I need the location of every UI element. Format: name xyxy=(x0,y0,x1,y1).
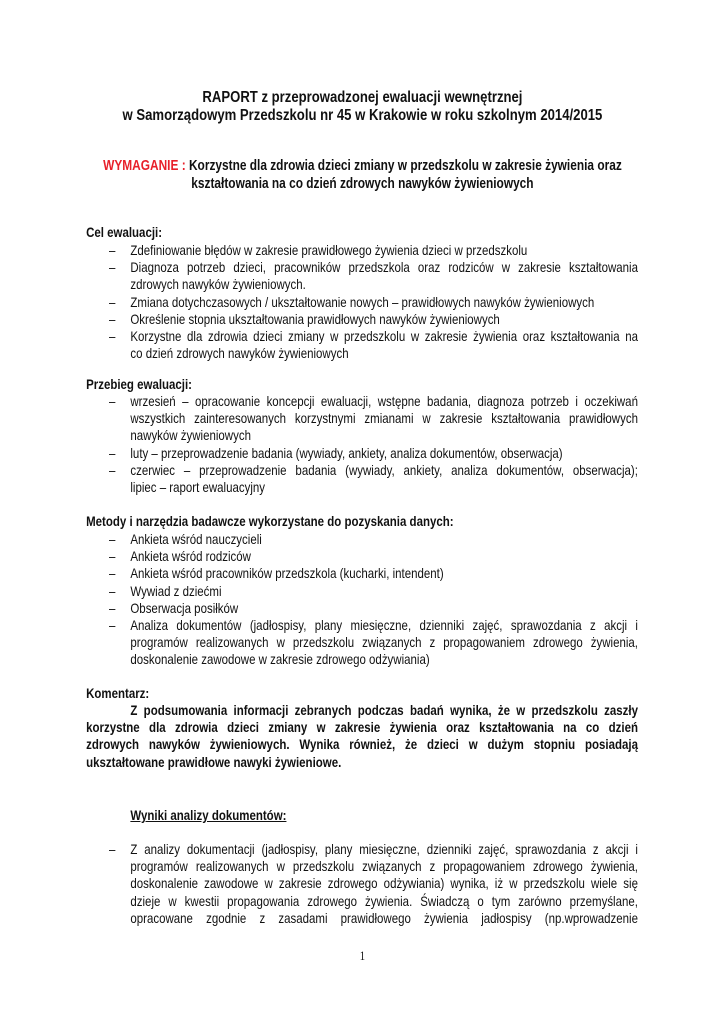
list-item-line: Ankieta wśród nauczycieli xyxy=(130,531,262,547)
dash-bullet: – xyxy=(109,616,116,633)
list-item-line: co dzień zdrowych nawyków żywieniowych xyxy=(130,345,349,362)
list-item-line: wrzesień – opracowanie koncepcji ewaluacji, wstępne badania, diagnoza potrzeb i oczekiwań xyxy=(130,393,638,409)
page-number: 1 xyxy=(359,948,366,963)
dash-bullet: – xyxy=(109,293,116,310)
comment-line: korzystne dla zdrowia dzieci zmiany w zakresie żywienia oraz kształtowania na co dzień xyxy=(86,719,638,736)
list-item xyxy=(109,565,638,582)
dash-bullet: – xyxy=(109,582,116,599)
list-item-line: nawyków żywieniowych xyxy=(130,427,251,444)
course-list xyxy=(109,393,638,496)
list-item xyxy=(109,327,638,362)
list-item-line: zdrowych nawyków żywieniowych. xyxy=(130,276,306,293)
requirement-text: Korzystne dla zdrowia dzieci zmiany w przedszkolu w zakresie żywienia oraz xyxy=(188,158,622,174)
list-item xyxy=(109,616,638,669)
comment-line: Z podsumowania informacji zebranych podczas badań wynika, że w przedszkolu zaszły xyxy=(130,702,638,718)
dash-bullet: – xyxy=(109,444,116,461)
list-item-line: lipiec – raport ewaluacyjny xyxy=(130,478,266,495)
section-heading-course: Przebieg ewaluacji: xyxy=(86,376,193,392)
dash-bullet: – xyxy=(109,393,116,409)
list-item xyxy=(109,293,638,311)
methods-list xyxy=(109,531,638,669)
list-item-line: Z analizy dokumentacji (jadłospisy, plany miesięczne, dzienniki zajęć, sprawozdania z akcji i xyxy=(130,841,638,857)
comment-line: zdrowych nawyków żywieniowych. Wynika również, że dzieci w dużym stopniu posiadają xyxy=(86,736,638,753)
results-list xyxy=(109,841,638,927)
dash-bullet: – xyxy=(109,548,116,565)
dash-bullet: – xyxy=(109,531,116,547)
section-heading-results: Wyniki analizy dokumentów: xyxy=(130,807,287,823)
dash-bullet: – xyxy=(109,327,116,344)
report-title xyxy=(0,89,725,125)
list-item-line: Zdefiniowanie błędów w zakresie prawidłowego żywienia dzieci w przedszkolu xyxy=(130,242,528,258)
list-item-line: Analiza dokumentów (jadłospisy, plany miesięczne, dzienniki zajęć, sprawozdania z akcji i xyxy=(130,616,638,633)
dash-bullet: – xyxy=(109,242,116,258)
list-item xyxy=(109,531,638,548)
requirement-line xyxy=(0,157,725,175)
list-item-line: Wywiad z dziećmi xyxy=(130,582,222,599)
list-item xyxy=(109,599,638,617)
goals-list xyxy=(109,242,638,362)
list-item-line: programów realizowanych w przedszkolu związanych z propagowaniem zdrowego żywienia, xyxy=(130,858,638,875)
dash-bullet: – xyxy=(109,599,116,616)
dash-bullet: – xyxy=(109,310,116,327)
title-line: RAPORT z przeprowadzonej ewaluacji wewnętrznej xyxy=(202,89,523,106)
requirement-line: kształtowania na co dzień zdrowych nawyków żywieniowych xyxy=(191,176,534,192)
list-item-line: Ankieta wśród pracowników przedszkola (kucharki, intendent) xyxy=(130,565,444,582)
list-item-line: opracowane zgodnie z zasadami prawidłowego żywienia jadłospisy (np.wprowadzenie xyxy=(130,909,638,926)
list-item-line: czerwiec – przeprowadzenie badania (wywiady, ankiety, analiza dokumentów, obserwacja); xyxy=(130,461,638,478)
list-item xyxy=(109,582,638,600)
list-item xyxy=(109,259,638,293)
requirement xyxy=(0,157,725,193)
list-item xyxy=(109,841,638,927)
list-item-line: Obserwacja posiłków xyxy=(130,599,239,616)
list-item-line: doskonalenie zawodowe w zakresie zdrowego odżywiania) xyxy=(130,651,430,668)
comment-paragraph xyxy=(86,702,638,771)
list-item-line: Określenie stopnia ukształtowania prawidłowych nawyków żywieniowych xyxy=(130,310,500,327)
section-heading-methods: Metody i narzędzia badawcze wykorzystane do pozyskania danych: xyxy=(86,513,454,529)
list-item-line: Ankieta wśród rodziców xyxy=(130,548,251,565)
list-item xyxy=(109,393,638,445)
dash-bullet: – xyxy=(109,461,116,478)
list-item-line: dzieje w kwestii propagowania zdrowego żywienia. Świadczą o tym zarówno przemyślane, xyxy=(130,892,638,909)
dash-bullet: – xyxy=(109,565,116,582)
list-item-line: Korzystne dla zdrowia dzieci zmiany w przedszkolu w zakresie żywienia oraz kształtowania na xyxy=(130,327,638,344)
list-item xyxy=(109,310,638,328)
dash-bullet: – xyxy=(109,841,116,857)
list-item-line: doskonalenie zawodowe w zakresie zdrowego odżywiania) wynika, iż w przedszkolu wiele się xyxy=(130,875,638,892)
list-item xyxy=(109,242,638,259)
list-item xyxy=(109,444,638,462)
list-item-line: wszystkich zainteresowanych korzystnymi zmianami w zakresie kształtowania prawidłowych xyxy=(130,410,638,427)
section-heading-goals: Cel ewaluacji: xyxy=(86,224,163,240)
list-item-line: Diagnoza potrzeb dzieci, pracowników przedszkola oraz rodziców w zakresie kształtowania xyxy=(130,259,638,276)
title-line: w Samorządowym Przedszkolu nr 45 w Krakowie w roku szkolnym 2014/2015 xyxy=(122,107,603,124)
requirement-label: WYMAGANIE : xyxy=(103,158,186,174)
list-item xyxy=(109,548,638,565)
section-heading-comment: Komentarz: xyxy=(86,685,150,701)
list-item-line: luty – przeprowadzenie badania (wywiady, ankiety, analiza dokumentów, obserwacja) xyxy=(130,444,563,461)
comment-line: ukształtowane prawidłowe nawyki żywieniowe. xyxy=(86,753,342,770)
list-item xyxy=(109,461,638,496)
list-item-line: Zmiana dotychczasowych / ukształtowanie nowych – prawidłowych nawyków żywieniowych xyxy=(130,293,595,310)
list-item-line: programów realizowanych w przedszkolu związanych z propagowaniem zdrowego żywienia, xyxy=(130,634,638,651)
dash-bullet: – xyxy=(109,259,116,276)
